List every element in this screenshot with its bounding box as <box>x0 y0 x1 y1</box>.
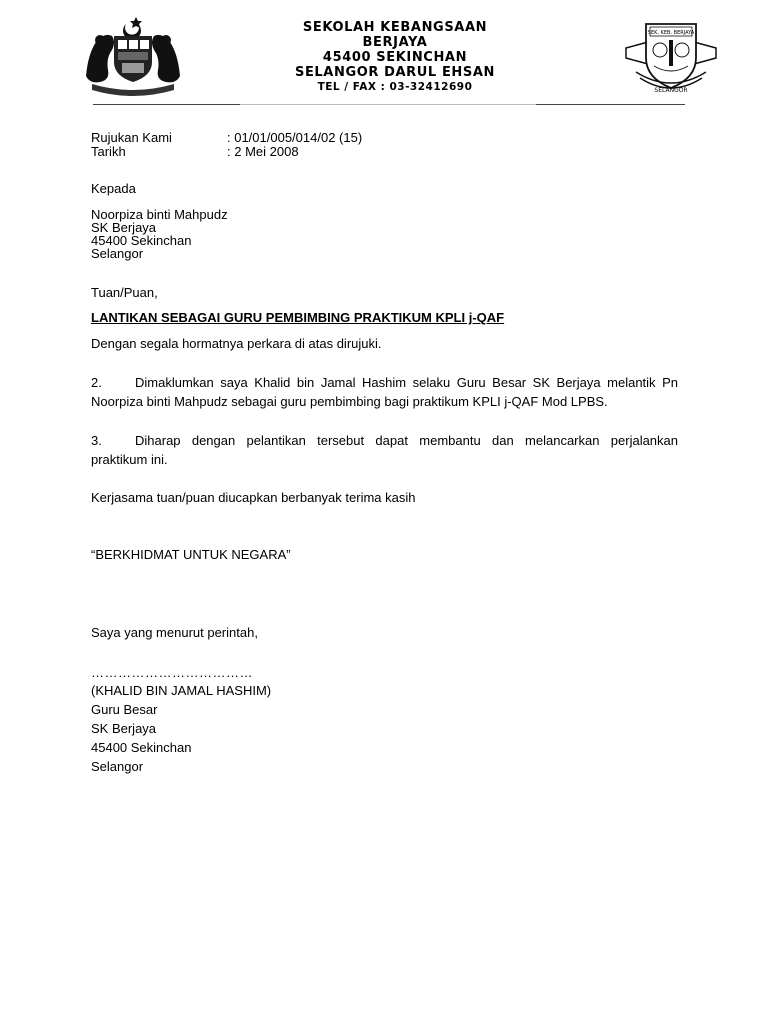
signatory-name: (KHALID BIN JAMAL HASHIM) <box>91 683 272 698</box>
recipient-name: Noorpiza binti Mahpudz <box>91 207 228 222</box>
school-state: SELANGOR DARUL EHSAN <box>294 65 496 80</box>
closing-line: Kerjasama tuan/puan diucapkan berbanyak terima kasih <box>91 490 416 505</box>
recipient-address-line3: Selangor <box>91 246 144 261</box>
paragraph-2 <box>91 373 678 411</box>
reference-label: Rujukan Kami <box>91 130 172 145</box>
paragraph-3 <box>91 431 678 469</box>
coat-of-arms-icon <box>78 14 188 96</box>
letterhead <box>230 20 560 94</box>
paragraph-3-line-1 <box>91 431 678 450</box>
sign-intro: Saya yang menurut perintah, <box>91 625 258 640</box>
date-value: : 2 Mei 2008 <box>227 144 299 159</box>
badge-text-bottom: SELANGOR <box>654 87 688 94</box>
signatory-address-line1: SK Berjaya <box>91 721 157 736</box>
school-badge-icon <box>622 14 720 96</box>
reference-value: : 01/01/005/014/02 (15) <box>227 130 363 145</box>
kepada-label: Kepada <box>91 181 136 196</box>
salutation: Tuan/Puan, <box>91 285 158 300</box>
school-postcode-town: 45400 SEKINCHAN <box>322 50 468 65</box>
motto: “BERKHIDMAT UNTUK NEGARA” <box>91 547 291 562</box>
paragraph-2-text-1: Dimaklumkan saya Khalid bin Jamal Hashim selaku Guru Besar SK Berjaya melantik Pn <box>135 375 678 390</box>
badge-text-top: SEK. KEB. BERJAYA <box>647 30 695 36</box>
recipient-address-line2: 45400 Sekinchan <box>91 233 192 248</box>
paragraph-3-text-1: Diharap dengan pelantikan tersebut dapat membantu dan melancarkan perjalankan <box>135 433 678 448</box>
paragraph-3-text-2: praktikum ini. <box>91 452 168 467</box>
reference-row <box>91 131 362 144</box>
paragraph-2-number: 2. <box>91 375 102 390</box>
signatory-address-line2: 45400 Sekinchan <box>91 740 192 755</box>
signatory-address-line3: Selangor <box>91 759 144 774</box>
letterhead-divider-highlight <box>240 104 536 105</box>
recipient-address-line1: SK Berjaya <box>91 220 157 235</box>
school-tel-fax: TEL / FAX : 03-32412690 <box>317 81 473 93</box>
paragraph-2-line-1 <box>91 373 678 392</box>
paragraph-1: Dengan segala hormatnya perkara di atas dirujuki. <box>91 336 382 351</box>
date-row <box>91 145 299 158</box>
letter-subject: LANTIKAN SEBAGAI GURU PEMBIMBING PRAKTIKUM KPLI j-QAF <box>91 310 505 325</box>
school-place: BERJAYA <box>362 35 428 50</box>
date-label: Tarikh <box>91 144 126 159</box>
paragraph-2-text-2: Noorpiza binti Mahpudz sebagai guru pembimbing bagi praktikum KPLI j-QAF Mod LPBS. <box>91 394 608 409</box>
school-name: SEKOLAH KEBANGSAAN <box>302 20 488 35</box>
signature-line: ……………………………… <box>91 665 253 680</box>
signatory-title: Guru Besar <box>91 702 158 717</box>
paragraph-3-number: 3. <box>91 433 102 448</box>
